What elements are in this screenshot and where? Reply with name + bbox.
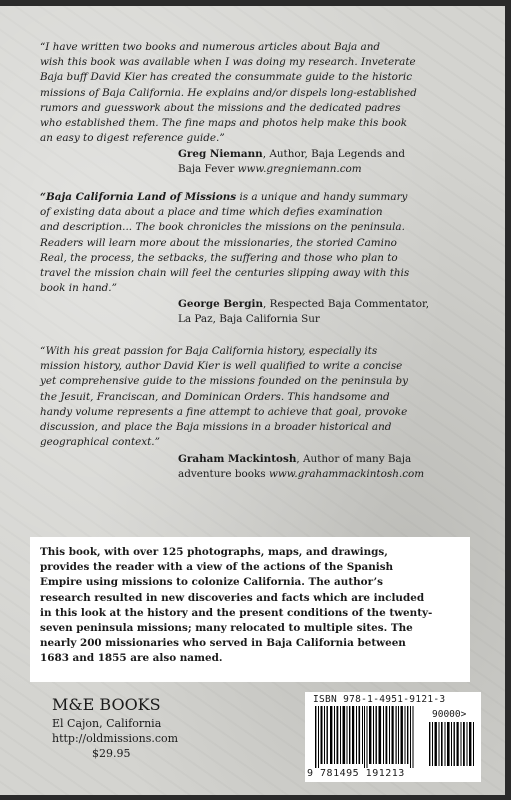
quote-line: wish this book was available when I was doing my research. Inveterate	[40, 56, 416, 69]
quote-line: geographical context.”	[40, 436, 160, 449]
isbn-label: ISBN 978-1-4951-9121-3	[313, 694, 446, 705]
isbn-barcode	[305, 692, 481, 782]
author-site: www.grahammackintosh.com	[268, 468, 425, 480]
book-price: $29.95	[92, 747, 131, 760]
publisher-name: M&E BOOKS	[52, 695, 161, 714]
quote-line: who established them. The fine maps and photos help make this book	[40, 117, 408, 130]
summary-line: Empire using missions to colonize California. The author’s	[40, 576, 383, 589]
quote-niemann	[40, 40, 476, 146]
author-desc: , Author of many Baja	[296, 453, 412, 465]
quote-line: rumors and guesswork about the missions and the dedicated padres	[40, 101, 401, 114]
author-location: La Paz, Baja California Sur	[178, 313, 320, 325]
scan-edge-right	[505, 0, 511, 800]
author-name: Graham Mackintosh	[178, 453, 297, 465]
book-title: “Baja California Land of Missions	[40, 191, 237, 203]
attribution-bergin	[178, 297, 478, 327]
quote-line: travel the mission chain will feel the centuries slipping away with this	[40, 267, 410, 280]
quote-line: handy volume represents a fine attempt to achieve that goal, provoke	[40, 405, 408, 418]
author-name: George Bergin	[178, 298, 264, 310]
quote-line: an easy to digest reference guide.”	[40, 132, 225, 145]
summary-line: nearly 200 missionaries who served in Baja California between	[40, 637, 406, 650]
quote-line: book in hand.”	[40, 282, 117, 295]
publisher-block	[52, 694, 202, 761]
publisher-city: El Cajon, California	[52, 717, 162, 730]
quote-line: of existing data about a place and time which defies examination	[40, 206, 383, 219]
quote-line: Readers will learn more about the missionaries, the storied Camino	[40, 236, 397, 249]
quote-line: is a unique and handy summary	[236, 191, 408, 203]
quote-line: missions of Baja California. He explains and/or dispels long-established	[40, 86, 417, 99]
quote-line: “I have written two books and numerous articles about Baja and	[40, 41, 381, 53]
price-code: 90000>	[432, 709, 467, 720]
author-site: www.gregniemann.com	[237, 163, 362, 175]
quote-line: discussion, and place the Baja missions in a broader historical and	[40, 421, 392, 434]
quote-line: mission history, author David Kier is well qualified to write a concise	[40, 360, 403, 373]
summary-line: in this look at the history and the present conditions of the twenty-	[40, 606, 433, 619]
author-desc: , Author, Baja Legends and	[262, 148, 406, 160]
summary-line: research resulted in new discoveries and facts which are included	[40, 591, 425, 604]
ean-digits: 9 781495 191213	[307, 768, 405, 779]
scan-edge-top	[0, 0, 511, 6]
quote-line: “With his great passion for Baja California history, especially its	[40, 345, 378, 357]
scan-edge-bottom	[0, 795, 511, 800]
quote-line: yet comprehensive guide to the missions founded on the peninsula by	[40, 375, 408, 388]
book-summary-box	[30, 537, 470, 682]
summary-line: This book, with over 125 photographs, maps, and drawings,	[40, 546, 388, 558]
publisher-url: http://oldmissions.com	[52, 732, 179, 745]
quote-line: Real, the process, the setbacks, the suffering and those who plan to	[40, 251, 398, 264]
author-books: adventure books	[178, 468, 269, 480]
quote-line: Baja buff David Kier has created the consummate guide to the historic	[40, 71, 413, 84]
author-desc: , Respected Baja Commentator,	[263, 298, 430, 310]
quote-line: and description... The book chronicles the missions on the peninsula.	[40, 221, 405, 234]
quote-bergin	[40, 190, 476, 296]
author-books: Baja Fever	[178, 163, 238, 175]
attribution-mackintosh	[178, 452, 478, 482]
author-name: Greg Niemann	[178, 148, 263, 160]
attribution-niemann	[178, 147, 478, 177]
summary-line: seven peninsula missions; many relocated to multiple sites. The	[40, 622, 413, 635]
summary-line: 1683 and 1855 are also named.	[40, 652, 223, 665]
quote-mackintosh	[40, 344, 476, 450]
quote-line: the Jesuit, Franciscan, and Dominican Orders. This handsome and	[40, 390, 390, 403]
summary-line: provides the reader with a view of the actions of the Spanish	[40, 561, 394, 574]
